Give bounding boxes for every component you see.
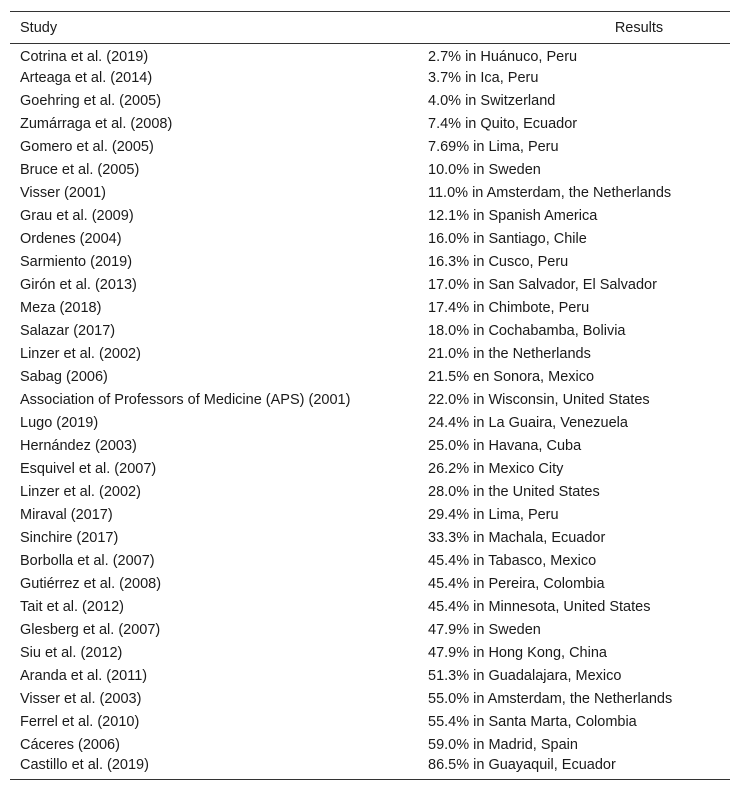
result-cell: 16.3% in Cusco, Peru	[428, 254, 569, 270]
table-row	[10, 596, 730, 619]
study-cell: Arteaga et al. (2014)	[20, 70, 153, 86]
result-cell: 7.4% in Quito, Ecuador	[428, 116, 578, 132]
results-table	[10, 11, 730, 780]
table-row	[10, 711, 730, 734]
table-row	[10, 527, 730, 550]
table-row	[10, 274, 730, 297]
table-row	[10, 320, 730, 343]
result-cell: 47.9% in Sweden	[428, 622, 541, 638]
study-cell: Goehring et al. (2005)	[20, 93, 162, 109]
table-body	[10, 44, 730, 780]
table-row	[10, 734, 730, 757]
table-row	[10, 136, 730, 159]
table-row	[10, 757, 730, 780]
result-cell: 7.69% in Lima, Peru	[428, 139, 559, 155]
table-row	[10, 550, 730, 573]
study-cell: Castillo et al. (2019)	[10, 757, 418, 780]
result-cell: 12.1% in Spanish America	[428, 208, 598, 224]
study-cell: Linzer et al. (2002)	[20, 484, 141, 500]
table-row	[10, 458, 730, 481]
result-cell: 59.0% in Madrid, Spain	[428, 737, 578, 753]
table-row	[10, 504, 730, 527]
study-cell: Gomero et al. (2005)	[20, 139, 154, 155]
study-cell: Siu et al. (2012)	[20, 645, 123, 661]
study-cell: Aranda et al. (2011)	[20, 668, 148, 684]
study-cell: Meza (2018)	[20, 300, 102, 316]
study-cell: Esquivel et al. (2007)	[20, 461, 157, 477]
study-cell: Tait et al. (2012)	[20, 599, 124, 615]
table-row	[10, 343, 730, 366]
table-row	[10, 113, 730, 136]
header-study: Study	[10, 12, 418, 44]
table-row	[10, 182, 730, 205]
result-cell: 18.0% in Cochabamba, Bolivia	[428, 323, 626, 339]
result-cell: 22.0% in Wisconsin, United States	[428, 392, 650, 408]
table-row	[10, 642, 730, 665]
table-row	[10, 573, 730, 596]
study-cell: Ordenes (2004)	[20, 231, 122, 247]
result-cell: 29.4% in Lima, Peru	[428, 507, 559, 523]
result-cell: 4.0% in Switzerland	[428, 93, 556, 109]
study-cell: Gutiérrez et al. (2008)	[20, 576, 162, 592]
result-cell: 3.7% in Ica, Peru	[428, 70, 539, 86]
study-cell: Cotrina et al. (2019)	[20, 49, 149, 66]
result-cell: 2.7% in Huánuco, Peru	[428, 49, 578, 66]
study-cell: Visser et al. (2003)	[20, 691, 142, 707]
result-cell: 10.0% in Sweden	[428, 162, 541, 178]
result-cell: 51.3% in Guadalajara, Mexico	[428, 668, 622, 684]
study-cell: Salazar (2017)	[20, 323, 116, 339]
result-cell: 55.4% in Santa Marta, Colombia	[428, 714, 637, 730]
table-row	[10, 688, 730, 711]
table-row	[10, 44, 730, 67]
study-cell: Association of Professors of Medicine (APS) (2001)	[20, 392, 351, 408]
result-cell: 21.0% in the Netherlands	[428, 346, 591, 362]
header-row	[10, 12, 730, 44]
result-cell: 26.2% in Mexico City	[428, 461, 564, 477]
table-row	[10, 412, 730, 435]
table-row	[10, 251, 730, 274]
study-cell: Girón et al. (2013)	[20, 277, 137, 293]
result-cell: 25.0% in Havana, Cuba	[428, 438, 582, 454]
table-row	[10, 619, 730, 642]
table-row	[10, 205, 730, 228]
result-cell: 45.4% in Minnesota, United States	[428, 599, 651, 615]
study-cell: Borbolla et al. (2007)	[20, 553, 155, 569]
result-cell: 11.0% in Amsterdam, the Netherlands	[428, 185, 672, 201]
result-cell: 24.4% in La Guaira, Venezuela	[428, 415, 628, 431]
table-row	[10, 67, 730, 90]
table-row	[10, 228, 730, 251]
result-cell: 17.4% in Chimbote, Peru	[428, 300, 590, 316]
study-cell: Visser (2001)	[20, 185, 106, 201]
result-cell: 33.3% in Machala, Ecuador	[428, 530, 606, 546]
result-cell: 16.0% in Santiago, Chile	[428, 231, 587, 247]
study-cell: Grau et al. (2009)	[20, 208, 134, 224]
table-row	[10, 159, 730, 182]
header-results: Results	[418, 12, 730, 44]
study-cell: Glesberg et al. (2007)	[20, 622, 161, 638]
study-cell: Bruce et al. (2005)	[20, 162, 140, 178]
study-cell: Hernández (2003)	[20, 438, 137, 454]
table-row	[10, 481, 730, 504]
table-row	[10, 435, 730, 458]
result-cell: 45.4% in Tabasco, Mexico	[428, 553, 597, 569]
study-cell: Linzer et al. (2002)	[20, 346, 141, 362]
result-cell: 17.0% in San Salvador, El Salvador	[428, 277, 657, 293]
result-cell: 45.4% in Pereira, Colombia	[428, 576, 605, 592]
result-cell: 47.9% in Hong Kong, China	[428, 645, 607, 661]
study-cell: Lugo (2019)	[20, 415, 99, 431]
table-row	[10, 366, 730, 389]
result-cell: 55.0% in Amsterdam, the Netherlands	[428, 691, 673, 707]
result-cell: 86.5% in Guayaquil, Ecuador	[418, 757, 730, 780]
table-row	[10, 90, 730, 113]
study-cell: Sabag (2006)	[20, 369, 108, 385]
table-row	[10, 665, 730, 688]
study-cell: Sinchire (2017)	[20, 530, 119, 546]
table-row	[10, 297, 730, 320]
study-cell: Zumárraga et al. (2008)	[20, 116, 173, 132]
study-cell: Cáceres (2006)	[20, 737, 120, 753]
result-cell: 28.0% in the United States	[428, 484, 600, 500]
study-cell: Ferrel et al. (2010)	[20, 714, 140, 730]
study-cell: Miraval (2017)	[20, 507, 113, 523]
result-cell: 21.5% en Sonora, Mexico	[428, 369, 595, 385]
study-cell: Sarmiento (2019)	[20, 254, 133, 270]
table-row	[10, 389, 730, 412]
